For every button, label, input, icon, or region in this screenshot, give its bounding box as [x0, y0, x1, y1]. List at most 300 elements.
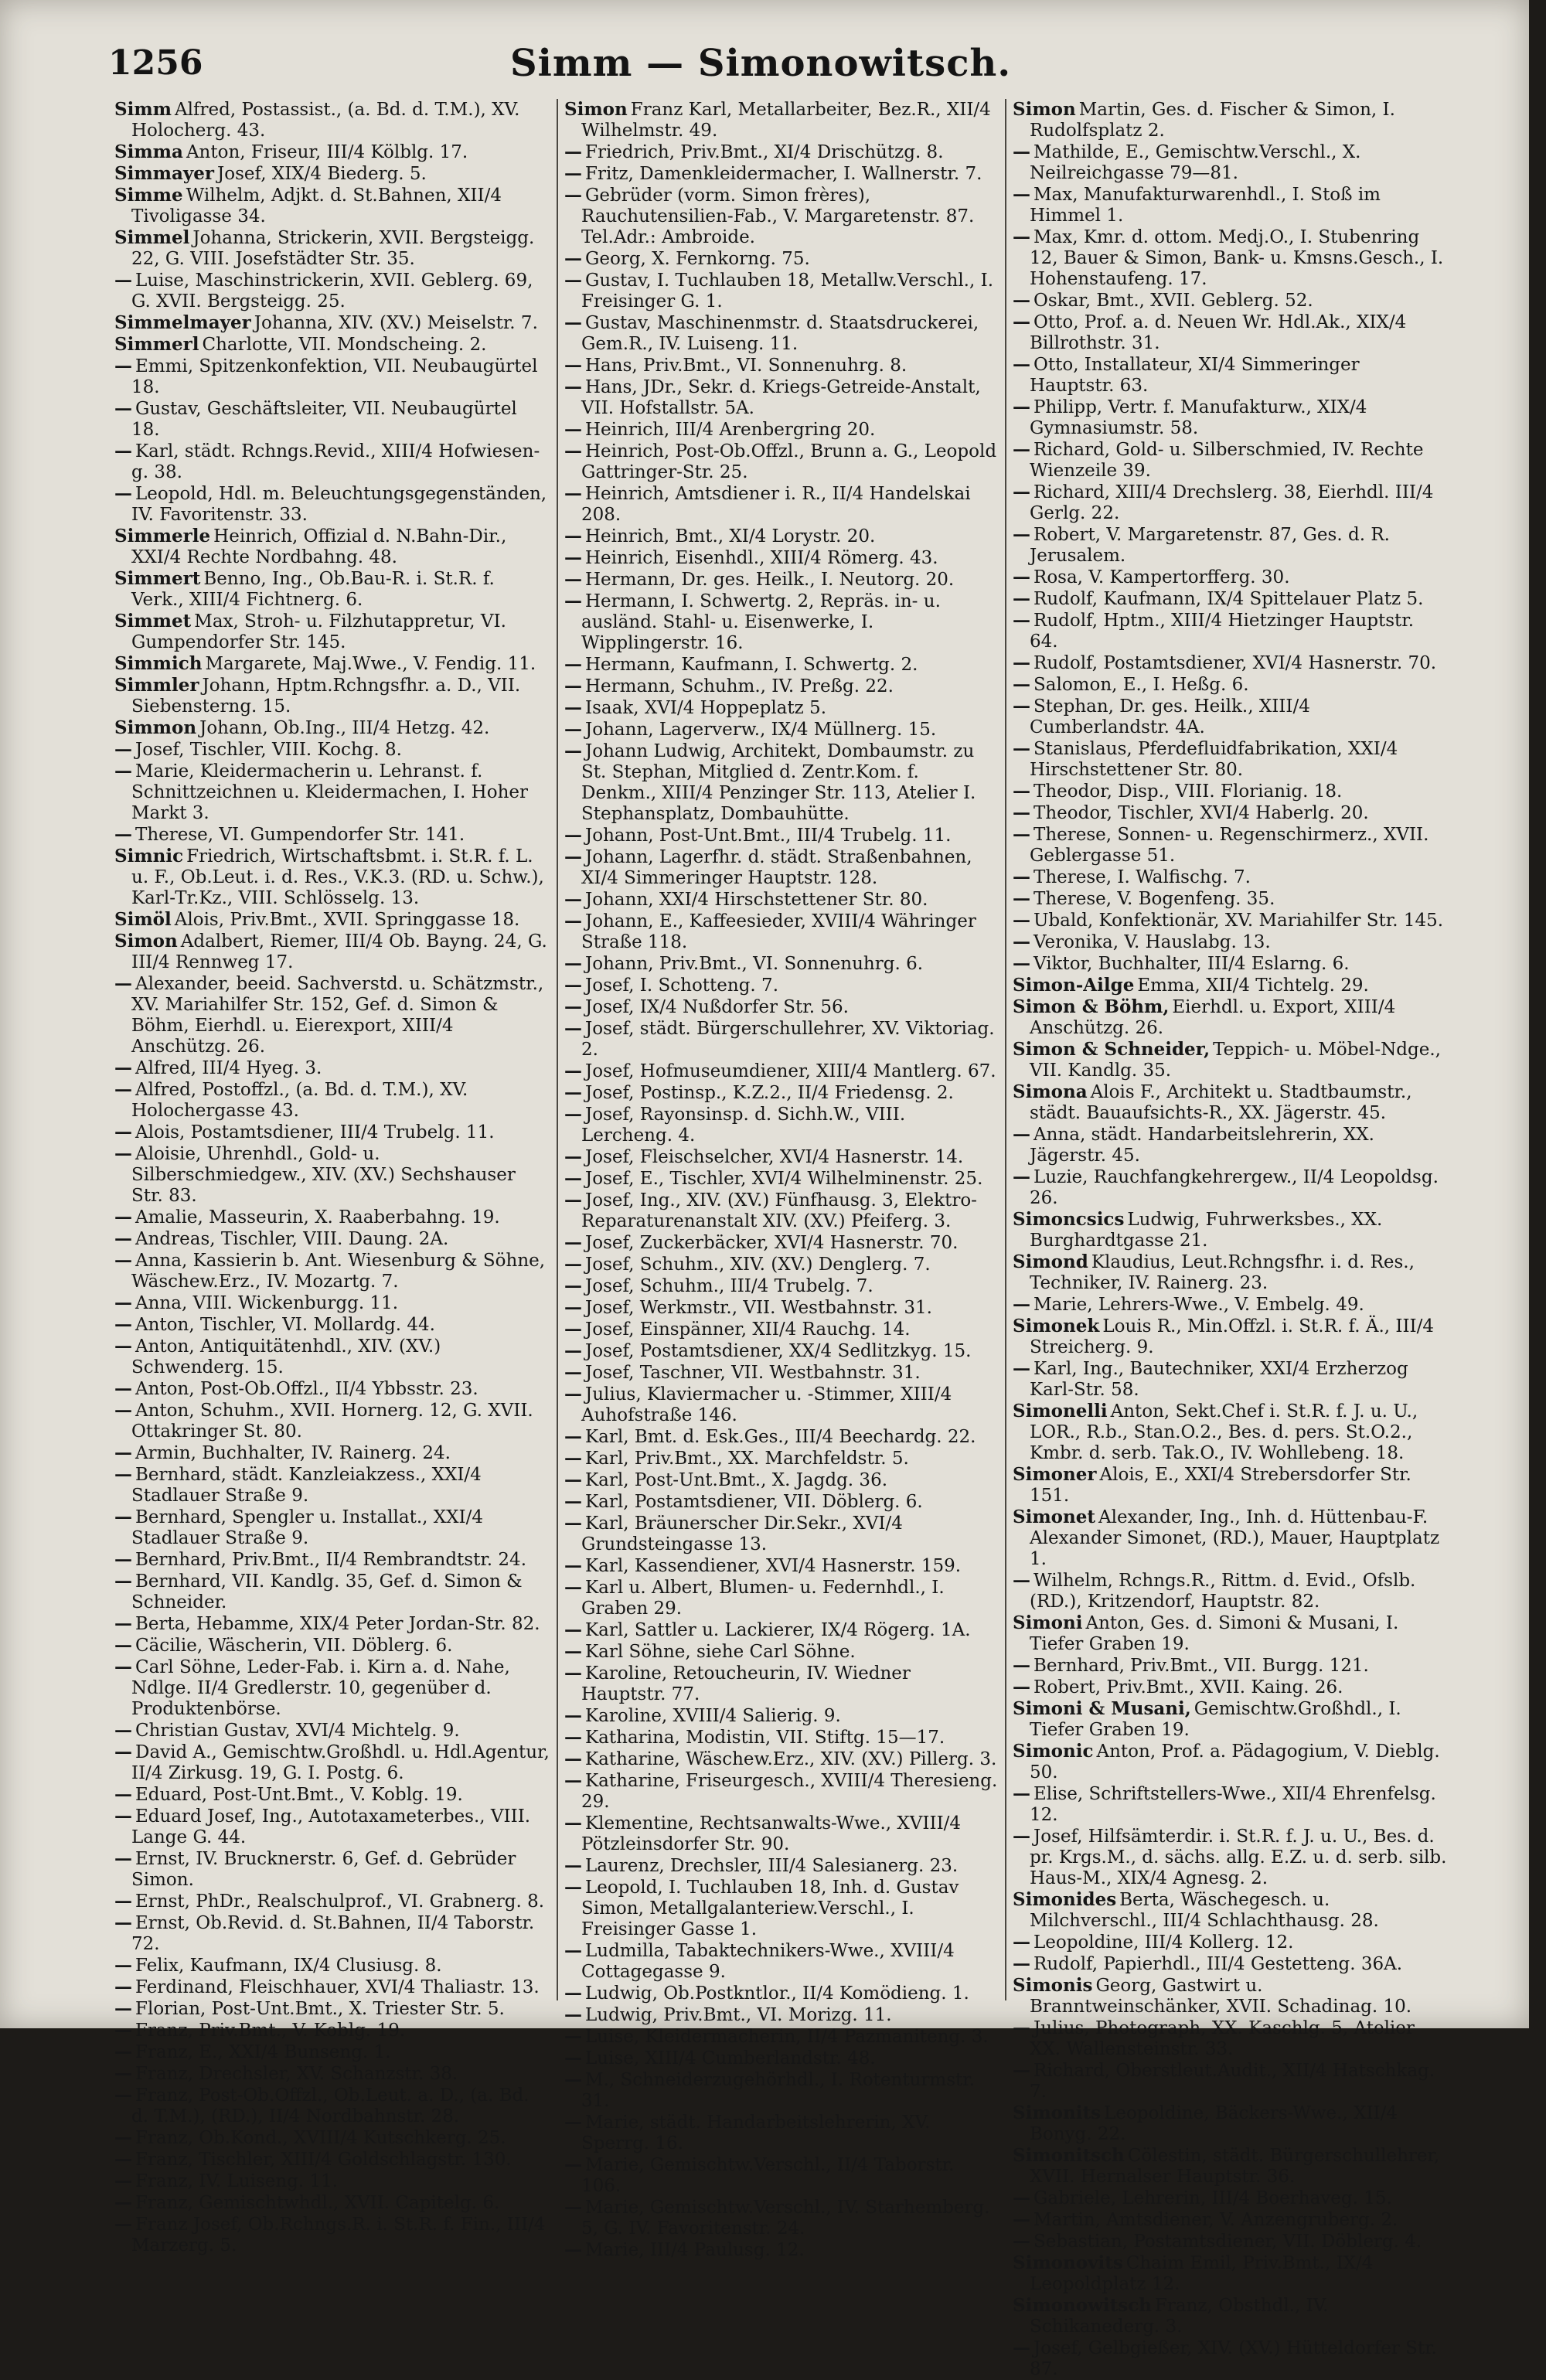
directory-entry	[1013, 1316, 1447, 1358]
entry-surname: —	[1013, 2060, 1030, 2081]
directory-entry	[1013, 588, 1447, 610]
directory-entry	[1013, 1401, 1447, 1464]
entry-surname: —	[114, 1378, 132, 1399]
entry-surname: —	[1013, 674, 1030, 695]
entry-details: Gustav, Geschäftsleiter, VII. Neubaugürtel 18.	[131, 399, 517, 440]
entry-surname: —	[114, 1400, 132, 1421]
directory-entry	[564, 1663, 999, 1705]
directory-entry	[114, 2171, 550, 2192]
entry-details: Wilhelm, Rchngs.R., Rittm. d. Evid., Ofslb. (RD.), Kritzendorf, Hauptstr. 82.	[1030, 1571, 1416, 1612]
directory-entry	[564, 889, 999, 911]
entry-surname: —	[1013, 2188, 1030, 2208]
entry-surname: —	[1013, 824, 1030, 845]
entry-surname: —	[564, 1877, 582, 1898]
directory-entry	[1013, 439, 1447, 482]
entry-surname: —	[114, 761, 132, 781]
entry-details: Theodor, Tischler, XVI/4 Haberlg. 20.	[1034, 803, 1369, 823]
directory-entry	[114, 398, 550, 441]
entry-details: Max, Stroh- u. Filzhutappretur, VI. Gumpendorfer Str. 145.	[131, 611, 506, 652]
entry-surname: —	[1013, 2017, 1030, 2038]
entry-details: Karl, Post-Unt.Bmt., X. Jagdg. 36.	[585, 1470, 888, 1490]
entry-surname: —	[564, 591, 582, 611]
directory-entry	[564, 1340, 999, 1362]
entry-details: Luise, Kleidermacherin, II/4 Pazmaniteng. 3.	[585, 2027, 989, 2047]
entry-surname: —	[1013, 141, 1030, 162]
entry-surname: —	[564, 547, 582, 568]
entry-surname: —	[114, 973, 132, 994]
entry-details: Eduard Josef, Ing., Autotaxameterbes., VIII. Lange G. 44.	[131, 1806, 531, 1847]
entry-surname: —	[1013, 1166, 1030, 1187]
directory-entry	[564, 1727, 999, 1748]
entry-surname: —	[1013, 184, 1030, 205]
entry-details: Friedrich, Wirtschaftsbmt. i. St.R. f. L. u. F., Ob.Leut. i. d. Res., V.K.3. (RD. u. Schw.), Karl-Tr.Kz., VIII. Schlösselg. 13.	[131, 846, 544, 908]
directory-entry	[1013, 1209, 1447, 1251]
entry-details: Ferdinand, Fleischhauer, XVI/4 Thaliastr. 13.	[135, 1977, 540, 1997]
entry-surname: Simma	[114, 141, 183, 162]
entry-details: Emmi, Spitzenkonfektion, VII. Neubaugürtel 18.	[131, 356, 538, 397]
entry-surname: —	[1013, 953, 1030, 974]
entry-surname: —	[114, 270, 132, 291]
entry-details: Emma, XII/4 Tichtelg. 29.	[1137, 975, 1369, 996]
directory-entry	[564, 2112, 999, 2154]
entry-details: Josef, städt. Bürgerschullehrer, XV. Viktoriag. 2.	[581, 1019, 995, 1060]
entry-surname: —	[564, 2026, 582, 2047]
entry-details: Josef, Gelbgießer, XIV. (XV.) Hütteldorfer Str. 87.	[1030, 2338, 1437, 2379]
entry-surname: Simmich	[114, 653, 203, 674]
directory-entry	[1013, 354, 1447, 397]
entry-details: Alois, Priv.Bmt., XVII. Springgasse 18.	[174, 910, 520, 930]
directory-entry	[114, 761, 550, 824]
entry-surname: —	[1013, 610, 1030, 631]
entry-details: Anton, Prof. a. Pädagogium, V. Dieblg. 50.	[1030, 1742, 1440, 1782]
directory-entry	[1013, 2145, 1447, 2188]
entry-details: Gustav, Maschinenmstr. d. Staatsdruckerei, Gem.R., IV. Luiseng. 11.	[581, 313, 979, 354]
directory-entry	[114, 312, 550, 334]
entry-surname: —	[114, 1656, 132, 1677]
directory-entry	[1013, 1570, 1447, 1612]
directory-entry	[1013, 1507, 1447, 1570]
entry-details: Katharine, Wäschew.Erz., XIV. (XV.) Pillerg. 3.	[585, 1749, 997, 1769]
entry-surname: Simon & Schneider,	[1013, 1039, 1211, 1060]
directory-entry	[114, 1977, 550, 1998]
entry-surname: —	[1013, 1124, 1030, 1145]
entry-surname: —	[114, 1806, 132, 1827]
entry-surname: —	[114, 2171, 132, 2191]
entry-surname: Simme	[114, 185, 183, 206]
directory-entry	[114, 334, 550, 356]
directory-entry	[564, 1426, 999, 1448]
column-right	[1005, 99, 1453, 2379]
entry-surname: —	[114, 1122, 132, 1142]
entry-surname: —	[114, 2192, 132, 2213]
directory-entry	[1013, 781, 1447, 802]
entry-surname: —	[114, 1057, 132, 1078]
directory-entry	[114, 1998, 550, 2020]
entry-details: Rudolf, Hptm., XIII/4 Hietzinger Hauptstr. 64.	[1030, 611, 1415, 652]
directory-entry	[1013, 1039, 1447, 1081]
directory-entry	[564, 1061, 999, 1082]
directory-entry	[564, 1362, 999, 1384]
directory-entry	[114, 1378, 550, 1400]
entry-details: Salomon, E., I. Heßg. 6.	[1034, 675, 1249, 695]
entry-surname: —	[564, 1384, 582, 1405]
directory-entry	[114, 675, 550, 717]
entry-details: Otto, Installateur, XI/4 Simmeringer Hauptstr. 63.	[1030, 355, 1360, 396]
entry-surname: —	[1013, 802, 1030, 823]
entry-details: Georg, Gastwirt u. Branntweinschänker, XVII. Schadinag. 10.	[1030, 1976, 1412, 2017]
entry-surname: —	[114, 1314, 132, 1335]
entry-details: Leopold, I. Tuchlauben 18, Inh. d. Gustav Simon, Metallgalanteriew.Verschl., I. Freisinger Gasse 1.	[581, 1878, 959, 1939]
entry-details: Gabriele, Lehrerin, III/4 Boerhaveg. 15.	[1034, 2188, 1392, 2208]
entry-details: Max, Kmr. d. ottom. Medj.O., I. Stubenring 12, Bauer & Simon, Bank- u. Kmsns.Gesch., I. Hohenstaufeng. 17.	[1030, 227, 1444, 289]
entry-details: Christian Gustav, XVI/4 Michtelg. 9.	[135, 1721, 460, 1741]
entry-details: Anton, Ges. d. Simoni & Musani, I. Tiefer Graben 19.	[1030, 1613, 1399, 1654]
directory-entry	[564, 526, 999, 547]
entry-surname: —	[564, 1018, 582, 1039]
entry-details: Karl, Ing., Bautechniker, XXI/4 Erzherzog Karl-Str. 58.	[1030, 1359, 1408, 1400]
entry-surname: —	[1013, 931, 1030, 952]
entry-surname: Simonovits	[1013, 2252, 1123, 2273]
directory-entry	[564, 2154, 999, 2197]
entry-surname: Simonowitsch	[1013, 2295, 1152, 2316]
entry-surname: —	[114, 356, 132, 376]
directory-entry	[564, 376, 999, 419]
entry-details: Luise, XIII/4 Cumberlandstr. 48.	[585, 2048, 876, 2068]
entry-details: Ludwig, Priv.Bmt., VI. Morizg. 11.	[585, 2005, 892, 2025]
directory-entry	[114, 1250, 550, 1292]
directory-entry	[114, 931, 550, 973]
entry-surname: —	[1013, 524, 1030, 545]
entry-surname: —	[114, 1228, 132, 1249]
entry-surname: —	[114, 1464, 132, 1485]
entry-details: Johann, Priv.Bmt., VI. Sonnenuhrg. 6.	[585, 954, 924, 974]
directory-entry	[1013, 482, 1447, 524]
entry-details: Josef, Postinsp., K.Z.2., II/4 Friedensg. 2.	[585, 1083, 954, 1103]
directory-entry	[114, 1292, 550, 1314]
entry-details: Marie, Gemischtw.Verschl., IV. Starhemberg. 5, G. IV. Favoritenstr. 24.	[581, 2198, 990, 2239]
entry-details: Fritz, Damenkleidermacher, I. Wallnerstr. 7.	[585, 164, 982, 184]
entry-details: Franz, IV. Luiseng. 11.	[135, 2171, 339, 2191]
directory-entry	[114, 568, 550, 611]
entry-surname: —	[564, 953, 582, 974]
directory-entry	[114, 1400, 550, 1442]
directory-entry	[114, 1228, 550, 1250]
directory-entry	[114, 717, 550, 739]
entry-surname: —	[1013, 1655, 1030, 1676]
entry-surname: —	[564, 825, 582, 846]
entry-details: Josef, Tischler, VIII. Kochg. 8.	[135, 740, 402, 760]
entry-surname: —	[1013, 397, 1030, 417]
entry-surname: —	[564, 441, 582, 461]
entry-surname: —	[114, 1079, 132, 1100]
entry-surname: —	[564, 2197, 582, 2218]
directory-entry	[564, 1384, 999, 1426]
entry-surname: —	[564, 1319, 582, 1340]
entry-surname: —	[564, 1082, 582, 1103]
directory-entry	[564, 846, 999, 889]
entry-details: Franz, Obsthdl., IV. Schikanederg. 3.	[1030, 2296, 1329, 2337]
entry-details: Josef, IX/4 Nußdorfer Str. 56.	[585, 997, 849, 1017]
entry-details: Margarete, Maj.Wwe., V. Fendig. 11.	[205, 654, 536, 674]
directory-entry	[114, 1207, 550, 1228]
directory-entry	[114, 1613, 550, 1635]
directory-entry	[564, 591, 999, 654]
entry-details: Georg, X. Fernkorng. 75.	[585, 249, 810, 269]
entry-details: Benno, Ing., Ob.Bau-R. i. St.R. f. Verk., XIII/4 Fichtnerg. 6.	[131, 569, 495, 610]
directory-entry	[114, 99, 550, 141]
entry-details: Heinrich, Amtsdiener i. R., II/4 Handelskai 208.	[581, 484, 971, 525]
directory-entry	[114, 1507, 550, 1549]
directory-entry	[114, 739, 550, 761]
directory-entry	[564, 1319, 999, 1340]
directory-entry	[114, 227, 550, 270]
directory-entry	[564, 676, 999, 697]
directory-entry	[564, 1748, 999, 1770]
directory-entry	[1013, 888, 1447, 910]
entry-details: Richard, XIII/4 Drechslerg. 38, Eierhdl. III/4 Gerlg. 22.	[1030, 482, 1434, 523]
directory-entry	[1013, 910, 1447, 931]
entry-surname: Simon & Böhm,	[1013, 996, 1170, 1017]
directory-entry	[1013, 1655, 1447, 1677]
directory-entry	[1013, 184, 1447, 226]
entry-surname: Simonits	[1013, 2103, 1102, 2123]
directory-entry	[564, 1018, 999, 1061]
entry-details: Heinrich, Post-Ob.Offzl., Brunn a. G., Leopold Gattringer-Str. 25.	[581, 441, 997, 482]
directory-entry	[564, 355, 999, 376]
directory-entry	[564, 996, 999, 1018]
entry-details: Anna, städt. Handarbeitslehrerin, XX. Jägerstr. 45.	[1030, 1125, 1374, 1166]
directory-entry	[1013, 1294, 1447, 1316]
directory-entry	[1013, 1975, 1447, 2017]
directory-entry	[1013, 567, 1447, 588]
entry-details: Franz, Post-Ob.Offzl., Ob.Leut. a. D., (a. Bd. d. T.M.), (RD.), II/4 Nordbahnstr. 28.	[131, 2085, 530, 2126]
entry-details: Heinrich, Bmt., XI/4 Lorystr. 20.	[585, 526, 876, 546]
entry-surname: —	[564, 1146, 582, 1167]
directory-entry	[564, 2026, 999, 2048]
directory-entry	[564, 1877, 999, 1940]
directory-entry	[1013, 141, 1447, 184]
directory-entry	[114, 2149, 550, 2171]
directory-entry	[114, 1891, 550, 1912]
entry-surname: —	[114, 2041, 132, 2062]
entry-details: Oskar, Bmt., XVII. Geblerg. 52.	[1034, 291, 1313, 311]
entry-surname: —	[114, 2127, 132, 2148]
entry-details: Franz, Drechsler, XV. Schanzstr. 38.	[135, 2064, 458, 2084]
entry-surname: —	[564, 526, 582, 546]
entry-details: Charlotte, VII. Mondscheing. 2.	[202, 335, 487, 355]
directory-entry	[564, 2069, 999, 2112]
directory-entry	[114, 1336, 550, 1378]
entry-details: Johanna, XIV. (XV.) Meiselstr. 7.	[254, 313, 538, 333]
entry-details: Karl, Priv.Bmt., XX. Marchfeldstr. 5.	[585, 1449, 909, 1469]
entry-details: Josef, Einspänner, XII/4 Rauchg. 14.	[585, 1319, 911, 1340]
directory-entry	[564, 141, 999, 163]
directory-entry	[1013, 99, 1447, 141]
entry-surname: —	[1013, 1826, 1030, 1847]
directory-entry	[564, 2048, 999, 2069]
entry-details: Wilhelm, Adjkt. d. St.Bahnen, XII/4 Tivoligasse 34.	[131, 186, 502, 226]
entry-details: Karoline, XVIII/4 Salierig. 9.	[585, 1706, 841, 1726]
entry-surname: —	[114, 1848, 132, 1869]
directory-entry	[1013, 996, 1447, 1039]
directory-entry	[1013, 931, 1447, 953]
entry-surname: —	[564, 1748, 582, 1769]
entry-surname: Simonis	[1013, 1975, 1093, 1996]
entry-details: Johann Ludwig, Architekt, Dombaumstr. zu St. Stephan, Mitglied d. Zentr.Kom. f. Denkm., XIII/4 Penzinger Str. 113, Atelier I. Stephansplatz, Dombauhütte.	[581, 741, 976, 824]
entry-surname: —	[1013, 354, 1030, 375]
entry-details: Josef, Rayonsinsp. d. Sichh.W., VIII. Lercheng. 4.	[581, 1105, 906, 1146]
entry-details: Karoline, Retoucheurin, IV. Wiedner Hauptstr. 77.	[581, 1663, 911, 1704]
entry-details: Karl, Postamtsdiener, VII. Döblerg. 6.	[585, 1492, 923, 1512]
directory-entry	[114, 2085, 550, 2127]
directory-entry	[564, 163, 999, 185]
entry-surname: Simmayer	[114, 163, 215, 184]
entry-surname: —	[1013, 312, 1030, 332]
entry-details: Ernst, Ob.Revid. d. St.Bahnen, II/4 Taborstr. 72.	[131, 1913, 535, 1954]
entry-surname: —	[114, 1742, 132, 1762]
directory-entry	[114, 356, 550, 398]
entry-surname: —	[564, 676, 582, 696]
directory-entry	[564, 2239, 999, 2261]
directory-entry	[114, 1912, 550, 1955]
entry-surname: —	[564, 355, 582, 376]
entry-surname: —	[564, 185, 582, 206]
entry-surname: —	[1013, 1294, 1030, 1315]
entry-details: Heinrich, Eisenhdl., XIII/4 Römerg. 43.	[585, 548, 938, 568]
directory-entry	[114, 483, 550, 526]
entry-details: Anna, VIII. Wickenburgg. 11.	[135, 1293, 399, 1313]
entry-details: Franz, Ob.Kond., XVIII/4 Kutschkerg. 25.	[135, 2128, 506, 2148]
directory-entry	[564, 248, 999, 270]
entry-surname: Simmert	[114, 568, 201, 589]
directory-entry	[564, 547, 999, 569]
entry-details: Cäcilie, Wäscherin, VII. Döblerg. 6.	[135, 1636, 453, 1656]
entry-details: Anton, Post-Ob.Offzl., II/4 Ybbsstr. 23.	[135, 1379, 478, 1399]
entry-surname: —	[114, 441, 132, 461]
directory-entry	[564, 953, 999, 975]
directory-entry	[114, 2192, 550, 2214]
entry-surname: —	[114, 1549, 132, 1570]
directory-entry	[1013, 953, 1447, 975]
entry-details: Bernhard, Spengler u. Installat., XXI/4 Stadlauer Straße 9.	[131, 1507, 483, 1548]
directory-entry	[114, 1742, 550, 1784]
entry-details: Klaudius, Leut.Rchngsfhr. i. d. Res., Techniker, IV. Rainerg. 23.	[1030, 1252, 1415, 1293]
entry-surname: Simöl	[114, 909, 172, 930]
entry-surname: —	[114, 824, 132, 845]
entry-details: Amalie, Masseurin, X. Raaberbahng. 19.	[135, 1207, 500, 1227]
entry-surname: —	[564, 1855, 582, 1876]
entry-surname: —	[114, 2149, 132, 2170]
entry-surname: —	[564, 2112, 582, 2133]
entry-surname: —	[564, 569, 582, 590]
entry-surname: Simmerle	[114, 526, 211, 546]
entry-details: Johanna, Strickerin, XVII. Bergsteigg. 22, G. VIII. Josefstädter Str. 35.	[131, 228, 535, 269]
entry-details: Franz Karl, Metallarbeiter, Bez.R., XII/4 Wilhelmstr. 49.	[581, 100, 991, 141]
directory-entry	[114, 1656, 550, 1720]
directory-entry	[1013, 2060, 1447, 2103]
entry-surname: —	[564, 1061, 582, 1081]
directory-entry	[1013, 975, 1447, 996]
directory-entry	[564, 569, 999, 591]
entry-surname: —	[564, 1426, 582, 1447]
directory-entry	[1013, 1826, 1447, 1889]
entry-details: Bernhard, städt. Kanzleiakzess., XXI/4 Stadlauer Straße 9.	[131, 1465, 482, 1506]
entry-surname: —	[114, 483, 132, 504]
entry-details: Robert, Priv.Bmt., XVII. Kaing. 26.	[1034, 1677, 1343, 1697]
entry-details: Rudolf, Postamtsdiener, XVI/4 Hasnerstr. 70.	[1034, 653, 1437, 673]
entry-details: Anna, Kassierin b. Ant. Wiesenburg & Söhne, Wäschew.Erz., IV. Mozartg. 7.	[131, 1251, 546, 1292]
directory-entry	[564, 441, 999, 483]
directory-entry	[114, 1079, 550, 1122]
entry-details: Aloisie, Uhrenhdl., Gold- u. Silberschmiedgew., XIV. (XV.) Sechshauser Str. 83.	[131, 1144, 516, 1206]
entry-details: Otto, Prof. a. d. Neuen Wr. Hdl.Ak., XIX/4 Billrothstr. 31.	[1030, 312, 1407, 353]
directory-entry	[114, 846, 550, 909]
entry-surname: —	[564, 741, 582, 761]
entry-details: Johann, XXI/4 Hirschstettener Str. 80.	[585, 890, 928, 910]
entry-surname: —	[1013, 652, 1030, 673]
entry-surname: —	[564, 1190, 582, 1210]
directory-entry	[114, 2214, 550, 2256]
entry-surname: Simond	[1013, 1251, 1088, 1272]
entry-details: Josef, Schuhm., III/4 Trubelg. 7.	[585, 1276, 873, 1296]
entry-surname: —	[564, 1491, 582, 1512]
directory-entry	[1013, 1932, 1447, 1953]
entry-details: Ernst, IV. Brucknerstr. 6, Gef. d. Gebrüder Simon.	[131, 1849, 516, 1890]
entry-surname: —	[114, 1292, 132, 1313]
directory-entry	[564, 185, 999, 248]
entry-surname: —	[114, 1442, 132, 1463]
directory-entry	[114, 1549, 550, 1571]
entry-surname: —	[1013, 2337, 1030, 2358]
directory-entry	[564, 1983, 999, 2004]
page-header	[108, 37, 1413, 99]
entry-surname: —	[114, 2085, 132, 2106]
directory-entry	[1013, 696, 1447, 738]
entry-details: Louis R., Min.Offzl. i. St.R. f. Ä., III/4 Streicherg. 9.	[1030, 1316, 1435, 1357]
entry-details: Leopold, Hdl. m. Beleuchtungsgegenständen, IV. Favoritenstr. 33.	[131, 484, 547, 525]
entry-details: Bernhard, VII. Kandlg. 35, Gef. d. Simon & Schneider.	[131, 1571, 523, 1612]
directory-entry	[564, 1254, 999, 1275]
entry-details: Ludwig, Fuhrwerksbes., XX. Burghardtgasse 21.	[1030, 1210, 1383, 1251]
entry-surname: Simonic	[1013, 1741, 1094, 1762]
entry-details: Felix, Kaufmann, IX/4 Clusiusg. 8.	[135, 1956, 442, 1976]
directory-entry	[114, 1314, 550, 1336]
entry-surname: Simonek	[1013, 1316, 1100, 1336]
entry-details: Anton, Antiquitätenhdl., XIV. (XV.) Schwenderg. 15.	[131, 1336, 441, 1377]
entry-surname: —	[1013, 226, 1030, 247]
directory-entry	[1013, 674, 1447, 696]
entry-details: Alfred, Postassist., (a. Bd. d. T.M.), XV. Holocherg. 43.	[131, 100, 520, 141]
entry-details: Alois, E., XXI/4 Strebersdorfer Str. 151.	[1030, 1465, 1411, 1506]
entry-surname: —	[564, 270, 582, 291]
entry-surname: —	[564, 483, 582, 504]
entry-details: Josef, Zuckerbäcker, XVI/4 Hasnerstr. 70.	[585, 1233, 959, 1253]
entry-surname: —	[114, 1891, 132, 1912]
entry-details: Anton, Friseur, III/4 Kölblg. 17.	[186, 142, 468, 162]
entry-details: Anton, Sekt.Chef i. St.R. f. J. u. U., LOR., R.b., Stan.O.2., Bes. d. pers. St.O.2., Kmbr. d. serb. Tak.O., IV. Wohllebeng. 18.	[1030, 1401, 1418, 1463]
entry-surname: —	[564, 1448, 582, 1469]
entry-details: Bernhard, Priv.Bmt., II/4 Rembrandtstr. 24.	[135, 1550, 526, 1570]
directory-entry	[114, 2020, 550, 2041]
entry-surname: Simon	[114, 931, 178, 952]
entry-surname: —	[564, 996, 582, 1017]
entry-details: Mathilde, E., Gemischtw.Verschl., X. Neilreichgasse 79—81.	[1030, 142, 1361, 183]
entry-details: Karl, Kassendiener, XVI/4 Hasnerstr. 159.	[585, 1556, 962, 1576]
directory-entry	[1013, 312, 1447, 354]
entry-surname: —	[114, 1613, 132, 1634]
entry-details: Franz, Tischler, XIII/4 Goldschlagstr. 130.	[135, 2150, 512, 2170]
entry-details: Josef, Taschner, VII. Westbahnstr. 31.	[585, 1363, 921, 1383]
